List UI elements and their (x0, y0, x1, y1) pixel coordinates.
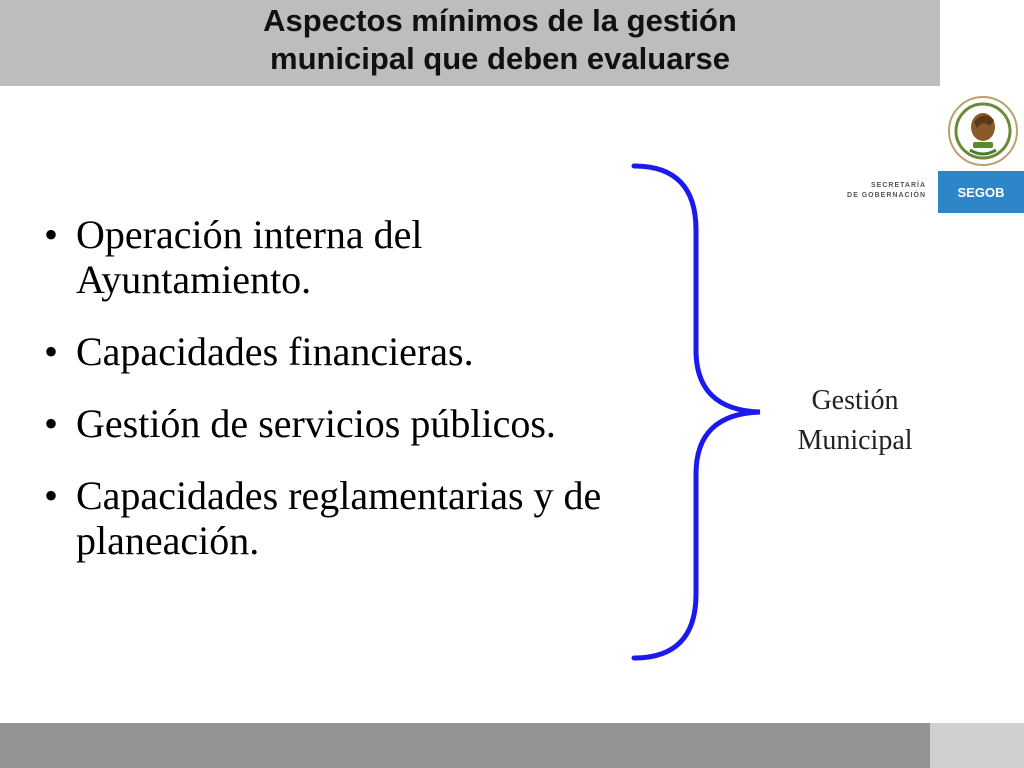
secretaria-line-1: SECRETARÍA (871, 182, 926, 189)
list-item (44, 212, 644, 302)
segob-label: SEGOB (957, 184, 1005, 200)
result-line-1: Gestión (811, 385, 899, 416)
bullet-text: Capacidades financieras. (76, 329, 474, 374)
list-item (44, 473, 644, 563)
mexican-coat-of-arms-icon (944, 92, 1022, 170)
bullet-text: Capacidades reglamentarias y de planeación. (76, 473, 602, 563)
bullet-marker: • (44, 329, 59, 374)
list-item (44, 329, 644, 374)
bullet-list (44, 212, 644, 590)
secretaria-line-2: DE GOBERNACIÓN (847, 192, 926, 199)
slide-title-line-2: municipal que deben evaluarse (270, 41, 730, 76)
bullet-text: Gestión de servicios públicos. (76, 401, 556, 446)
slide-title-line-1: Aspectos mínimos de la gestión (263, 3, 737, 38)
result-line-2: Municipal (797, 425, 913, 456)
bullet-marker: • (44, 212, 59, 257)
slide-title (0, 2, 1000, 78)
result-label (770, 381, 940, 461)
footer-bar (0, 723, 930, 768)
list-item (44, 401, 644, 446)
bullet-marker: • (44, 401, 59, 446)
brace-path (634, 166, 760, 658)
right-curly-brace-icon (630, 160, 770, 665)
segob-badge (938, 171, 1024, 213)
footer-end-block (930, 723, 1024, 768)
bullet-marker: • (44, 473, 59, 518)
bullet-text: Operación interna del Ayuntamiento. (76, 212, 423, 302)
secretaria-wordmark (826, 181, 926, 201)
